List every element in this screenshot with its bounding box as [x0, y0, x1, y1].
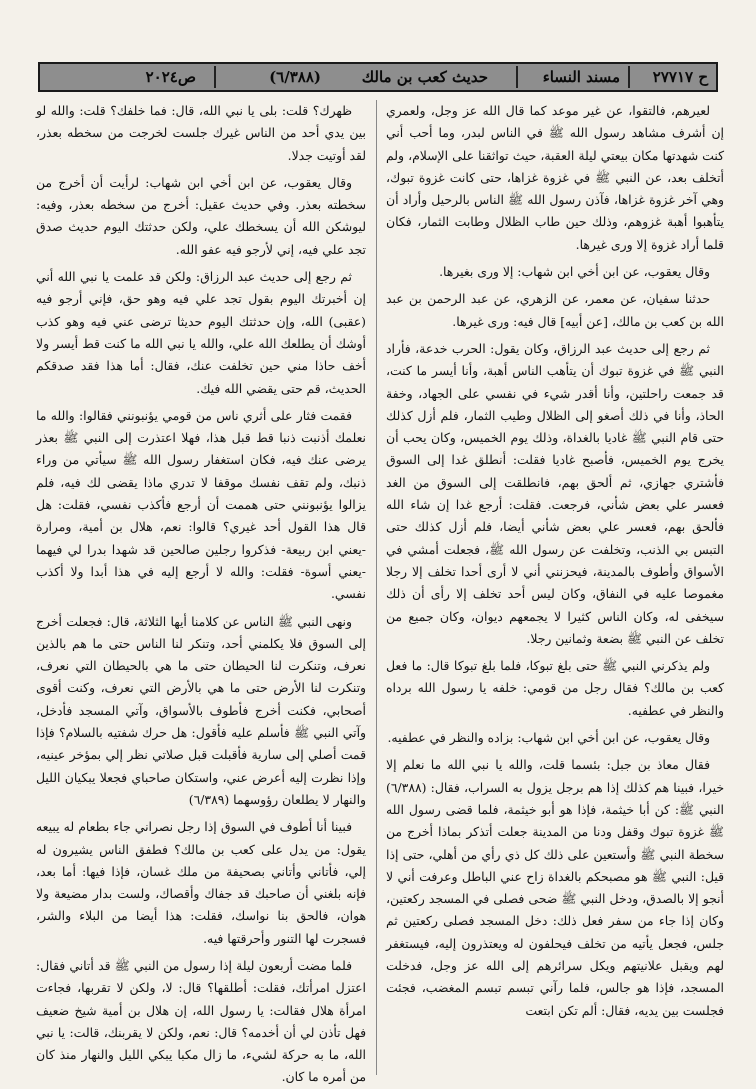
- paragraph: وقال يعقوب، عن ابن أخي ابن شهاب: لرأيت أن أخرج من سخطته بعذر. وفي حديث عقيل: أخرج من سخطه بعذر، وفيه: ليوشكن الله أن يسخطك علي، ولكن حدثتك اليوم حديث صدق تجد علي فيه، إني لأرجو فيه عفو الله.: [36, 174, 366, 257]
- paragraph: وقال يعقوب، عن ابن أخي ابن شهاب: إلا ورى بغيرها.: [439, 264, 710, 280]
- page-number: ص٢٠٢٤: [145, 68, 196, 86]
- header-separator: [214, 66, 216, 88]
- page-header: [38, 62, 718, 92]
- paragraph: فقال معاذ بن جبل: بئسما قلت، والله يا نبي الله ما نعلم إلا خيرا، فبينا هم كذلك إذا هم برجل يزول به السراب، فقال: (٦/٣٨٨) النبي ﷺ: كن أبا خيثمة، فإذا هو أبو خيثمة، فلما قضى رسول الله ﷺ غزوة تبوك وقفل ودنا من المدينة جعلت أتذكر بماذا أخرج من سخطة النبي ﷺ وأستعين على ذلك كل ذي رأي من أهلي، حتى إذا قيل: النبي ﷺ هو مصبحكم بالغداة زاح عني الباطل وعرفت أني لا أنجو إلا بالصدق، ودخل النبي ﷺ ضحى فصلى في المسجد ركعتين، وكان إذا جاء من سفر فعل ذلك: دخل المسجد فصلى ركعتين ثم جلس، فجعل يأتيه من تخلف فيحلفون له ويعتذرون إليه، فيستغفر لهم ويقبل علانيتهم ويكل سرائرهم إلى الله عز وجل، فدخلت المسجد، فإذا هو جالس، فلما رآني تبسم تبسم المغضب، فجئت فجلست بين يديه، فقال: ألم تكن ابتعت: [386, 757, 724, 1018]
- paragraph: ونهى النبي ﷺ الناس عن كلامنا أيها الثلاثة، قال: فجعلت أخرج إلى السوق فلا يكلمني أحد، وتنكر لنا الناس حتى ما هم بالذين نعرف، وتنكرت لنا الحيطان حتى ما هي بالحيطان التي نعرف، وتنكرت لنا الأرض حتى ما هي بالأرض التي نعرف، وكنت أقوى أصحابي، فكنت أخرج فأطوف بالأسواق، وآتي المسجد فأدخل، وآتي النبي ﷺ فأسلم عليه فأقول: هل حرك شفتيه بالسلام؟ فإذا قمت أصلي إلى سارية فأقبلت قبل صلاتي نظر إلي بمؤخر عينيه، وإذا نظرت إليه أعرض عني، واستكان صاحباي فجعلا يبكيان الليل والنهار لا يطلعان رؤوسهما (٦/٣٨٩): [36, 613, 366, 807]
- paragraph: فلما مضت أربعون ليلة إذا رسول من النبي ﷺ قد أتاني فقال: اعتزل امرأتك، فقلت: أطلقها؟ قال: لا، ولكن لا تقربها، فجاءت امرأة هلال فقالت: يا رسول الله، إن هلال بن أمية شيخ ضعيف فهل تأذن لي أن أخدمه؟ قال: نعم، ولكن لا يقربنك، قالت: يا نبي الله، ما به حركة لشيء، ما زال مكبا يبكي الليل والنهار منذ كان من أمره ما كان.: [36, 957, 366, 1085]
- hadith-number: ح ٢٧٧١٧: [652, 68, 708, 86]
- paragraph: ظهرك؟ قلت: بلى يا نبي الله، قال: فما خلفك؟ قلت: والله لو بين يدي أحد من الناس غيرك جلست لخرجت من سخطه بعذر، لقد أوتيت جدلا.: [36, 103, 366, 163]
- right-column: [386, 100, 724, 1076]
- header-separator: [516, 66, 518, 88]
- header-separator: [628, 66, 630, 88]
- volume-reference: (٦/٣٨٨): [269, 68, 321, 86]
- left-column: [36, 100, 366, 1085]
- paragraph: ثم رجع إلى حديث عبد الرزاق: ولكن قد علمت يا نبي الله أني إن أخبرتك اليوم بقول تجد علي فيه وهو حق، فإني أرجو فيه (عقبى) الله، وإن حدثتك اليوم حديثا ترضى عني فيه وهو كذب أوشك أن يطلعك الله علي، والله يا نبي الله ما كنت قط أيسر ولا أخف حاذا مني حين تخلفت عنك، فقال: أما هذا فقد صدقكم الحديث، قم حتى يقضي الله فيك.: [36, 269, 366, 396]
- paragraph: ثم رجع إلى حديث عبد الرزاق، وكان يقول: الحرب خدعة، فأراد النبي ﷺ في غزوة تبوك أن يتأهب الناس أهبة، وأنا أيسر ما كنت، قد جمعت راحلتين، وأنا أقدر شيء في نفسي على الجهاد، وخفة الحاذ، وأنا في ذلك أصغو إلى الظلال وطيب الثمار، فلم أزل كذلك حتى قام النبي ﷺ غاديا بالغداة، وذلك يوم الخميس، وكان يحب أن يخرج يوم الخميس، فأصبح غاديا فقلت: أنطلق غدا إلى السوق فأشتري جهازي، ثم ألحق بهم، فانطلقت إلى السوق من الغد فعسر علي بعض شأني، فرجعت. فقلت: أرجع غدا إن شاء الله فألحق بهم، فعسر علي بعض شأني أيضا، فلم أزل كذلك حتى التبس بي الذنب، وتخلفت عن رسول الله ﷺ، فجعلت أمشي في الأسواق وأطوف بالمدينة، فيحزنني أني لا أرى أحدا تخلف إلا رجلا مغموصا عليه في النفاق، وكان ليس أحد تخلف إلا رأى أن ذلك سيخفى له، وكان الناس كثيرا لا يجمعهم ديوان، وكان جميع من تخلف عن النبي ﷺ بضعة وثمانين رجلا.: [386, 340, 724, 646]
- book-title: مسند النساء: [542, 68, 620, 86]
- paragraph: ولم يذكرني النبي ﷺ حتى بلغ تبوكا، فلما بلغ تبوكا قال: ما فعل كعب بن مالك؟ فقال رجل من قومي: خلفه يا رسول الله برداه والنظر في عطفيه.: [386, 658, 724, 718]
- paragraph: فقمت فثار على أثري ناس من قومي يؤنبونني فقالوا: والله ما نعلمك أذنبت ذنبا قط قبل هذا، فهلا اعتذرت إلى النبي ﷺ بعذر يرضى عنك فيه، فكان استغفار رسول الله ﷺ سيأتي من وراء ذنبك، ولم تقف نفسك موقفا لا تدري ماذا يقضى لك فيه، فلم يزالوا يؤنبونني حتى هممت أن أرجع فأكذب نفسي، فقلت: هل قال هذا القول أحد غيري؟ قالوا: نعم، هلال بن أمية، ومرارة -يعني ابن ربيعة- فذكروا رجلين صالحين قد شهدا بدرا لي فيهما -يعني أسوة- فقلت: والله لا أرجع إليه في هذا أبدا ولا أكذب نفسي.: [36, 407, 366, 602]
- column-divider: [376, 100, 377, 1075]
- paragraph: حدثنا سفيان، عن معمر، عن الزهري، عن عبد الرحمن بن عبد الله بن كعب بن مالك، [عن أبيه] قال فيه: ورى غيرها.: [386, 291, 724, 329]
- chapter-title: حديث كعب بن مالك: [361, 68, 488, 86]
- paragraph: لعيرهم، فالتقوا، عن غير موعد كما قال الله عز وجل، ولعمري إن أشرف مشاهد رسول الله ﷺ في الناس لبدر، وما أحب أني كنت شهدتها مكان بيعتي ليلة العقبة، حيث تواثقنا على الإسلام، ولم أتخلف بعد، عن النبي ﷺ في غزوة غزاها، حتى كانت غزوة تبوك، وهي آخر غزوة غزاها، فآذن رسول الله ﷺ الناس بالرحيل وأراد أن يتأهبوا أهبة غزوهم، وذلك حين طاب الظلال وطابت الثمار، فكان قلما أراد غزوة إلا ورى غيرها.: [386, 103, 724, 252]
- paragraph: وقال يعقوب، عن ابن أخي ابن شهاب: بزاده والنظر في عطفيه.: [387, 730, 710, 746]
- paragraph: فبينا أنا أطوف في السوق إذا رجل نصراني جاء بطعام له يبيعه يقول: من يدل على كعب بن مالك؟ فطفق الناس يشيرون له إلي، فأتاني وأتاني بصحيفة من ملك غسان، فإذا فيها: أما بعد، فإنه بلغني أن صاحبك قد جفاك وأقصاك، ولست بدار مضيعة ولا هوان، فالحق بنا نواسك، فقلت: هذا أيضا من البلاء والشر، فسجرت لها التنور وأحرقتها فيه.: [36, 819, 366, 946]
